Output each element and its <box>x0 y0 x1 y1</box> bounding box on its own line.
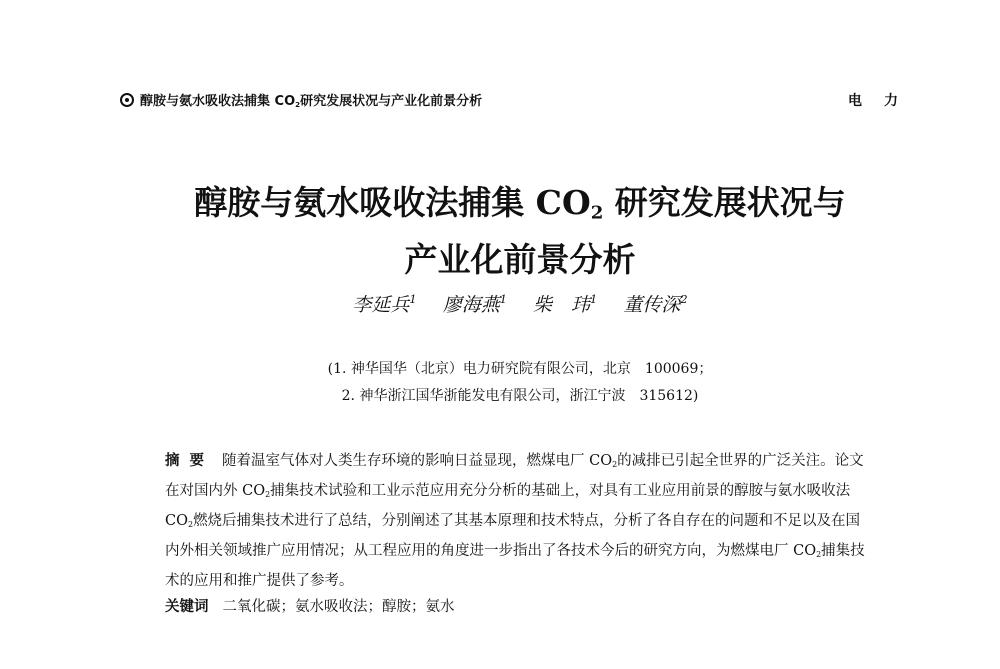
author-affiliation-mark: 1 <box>590 292 598 307</box>
author-2 <box>443 294 507 316</box>
running-header <box>120 90 920 112</box>
abstract-subscript-1: 2 <box>612 459 618 469</box>
abstract-label: 摘要 <box>165 453 214 469</box>
abstract-subscript-4: 2 <box>816 549 822 559</box>
abstract-text-2: 的减排已引起全世界的广泛关注。论文在对国内外 CO <box>165 453 864 499</box>
running-title-text: 醇胺与氨水吸收法捕集 CO <box>140 94 296 109</box>
journal-name: 电力 <box>848 93 920 109</box>
abstract-text-1: 随着温室气体对人类生存环境的影响日益显现，燃煤电厂 CO <box>222 453 613 469</box>
affiliation-2: 2. 神华浙江国华浙能发电有限公司，浙江宁波 315612) <box>341 388 699 404</box>
author-affiliation-mark: 1 <box>499 292 507 307</box>
bullet-icon <box>120 93 134 107</box>
running-title-text-2: 研究发展状况与产业化前景分析 <box>300 94 483 109</box>
author-4 <box>623 294 687 316</box>
title-line-2: 产业化前景分析 <box>404 239 636 279</box>
abstract-subscript-2: 2 <box>265 489 271 499</box>
author-name: 柴 玮 <box>533 294 591 316</box>
paper-title <box>120 180 920 283</box>
abstract-paragraph <box>165 448 865 594</box>
running-title <box>140 90 482 109</box>
abstract-text-3: 捕集技术试验和工业示范应用充分分析的基础上，对具有工业应用前景的醇胺与氨水吸收法 CO <box>165 482 851 529</box>
abstract-subscript-3: 2 <box>187 519 194 529</box>
title-subscript: 2 <box>590 202 604 224</box>
author-1 <box>352 294 416 316</box>
title-text-2: 研究发展状况与 <box>603 183 846 222</box>
keywords-line <box>165 594 865 620</box>
author-affiliation-mark: 1 <box>409 292 417 307</box>
author-name: 董传深 <box>623 294 681 316</box>
author-name: 廖海燕 <box>442 294 500 316</box>
running-title-subscript: 2 <box>295 99 301 109</box>
keywords-label: 关键词 <box>165 598 209 615</box>
author-3 <box>533 294 597 316</box>
title-line-1 <box>120 180 920 237</box>
author-list <box>120 290 920 317</box>
author-name: 李延兵 <box>352 294 410 316</box>
abstract-text-5: 捕集技术的应用和推广提供了参考。 <box>165 542 865 589</box>
affiliation-1: (1. 神华国华（北京）电力研究院有限公司，北京 100069； <box>327 361 713 377</box>
keywords-text: 二氧化碳；氨水吸收法；醇胺；氨水 <box>222 598 455 615</box>
abstract-text-4: 燃烧后捕集技术进行了总结，分别阐述了其基本原理和技术特点，分析了各自存在的问题和不足以及在国内外相关领域推广应用情况；从工程应用的角度进一步指出了各技术今后的研究方向，为燃煤电厂 CO <box>165 512 861 559</box>
affiliations <box>120 356 920 410</box>
author-affiliation-mark: 2 <box>680 292 688 307</box>
title-text: 醇胺与氨水吸收法捕集 CO <box>194 183 591 222</box>
abstract-section <box>165 448 865 620</box>
